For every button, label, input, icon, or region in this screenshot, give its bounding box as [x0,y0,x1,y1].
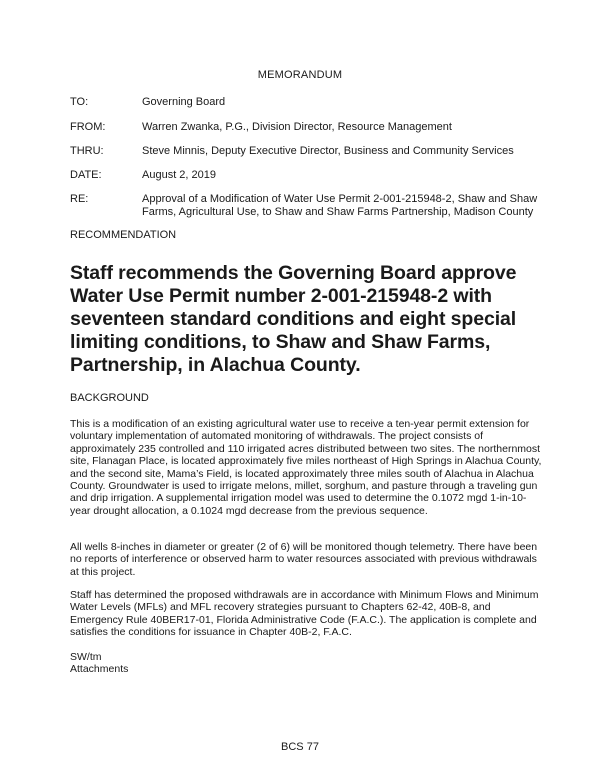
recommendation-label: RECOMMENDATION [70,229,177,241]
date-value: August 2, 2019 [142,169,217,181]
thru-value: Steve Minnis, Deputy Executive Director, Business and Community Services [142,145,514,157]
background-paragraph-2: All wells 8-inches in diameter or greater (2 of 6) will be monitored though telemetry. There have been no reports of interference or observed harm to water resources associated with previous withdrawals at this project. [70,541,538,578]
to-label: TO: [70,96,89,108]
date-label: DATE: [70,169,102,181]
background-paragraph-1: This is a modification of an existing agricultural water use to receive a ten-year permit extension for voluntary implementation of automated monitoring of withdrawals. The project consists of approximately 235 controlled and 110 irrigated acres distributed between two sites. The northernmost site, Flanagan Place, is located approximately five miles northeast of High Springs in Alachua County, and the second site, Mama’s Field, is located approximately three miles south of Alachua in Alachua County. Groundwater is used to irrigate melons, millet, sorghum, and pasture through a traveling gun and drip irrigation. A supplemental irrigation model was used to determine the 0.1072 mgd 1-in-10-year drought allocation, a 0.1024 mgd decrease from the previous sequence. [70,418,542,517]
memo-title: MEMORANDUM [257,69,343,81]
author-initials: SW/tm [70,651,102,663]
page-number: BCS 77 [281,741,319,753]
re-value: Approval of a Modification of Water Use Permit 2-001-215948-2, Shaw and Shaw Farms, Agricultural Use, to Shaw and Shaw Farms Partnership, Madison County [142,193,538,218]
background-label: BACKGROUND [70,392,149,404]
background-paragraph-3: Staff has determined the proposed withdrawals are in accordance with Minimum Flows and Minimum Water Levels (MFLs) and MFL recovery strategies pursuant to Chapters 62-42, 40B-8, and Emergency Rule 40BER17-01, Florida Administrative Code (F.A.C.). The application is complete and satisfies the conditions for issuance in Chapter 40B-2, F.A.C. [70,589,539,639]
thru-label: THRU: [70,145,104,157]
recommendation-text: Staff recommends the Governing Board approve Water Use Permit number 2-001-215948-2 with seventeen standard conditions and eight special limiting conditions, to Shaw and Shaw Farms, Partnership, in Alachua County. [70,262,517,376]
from-value: Warren Zwanka, P.G., Division Director, Resource Management [142,121,452,133]
from-label: FROM: [70,121,106,133]
re-label: RE: [70,193,89,205]
to-value: Governing Board [142,96,226,108]
attachments-note: Attachments [70,663,129,675]
